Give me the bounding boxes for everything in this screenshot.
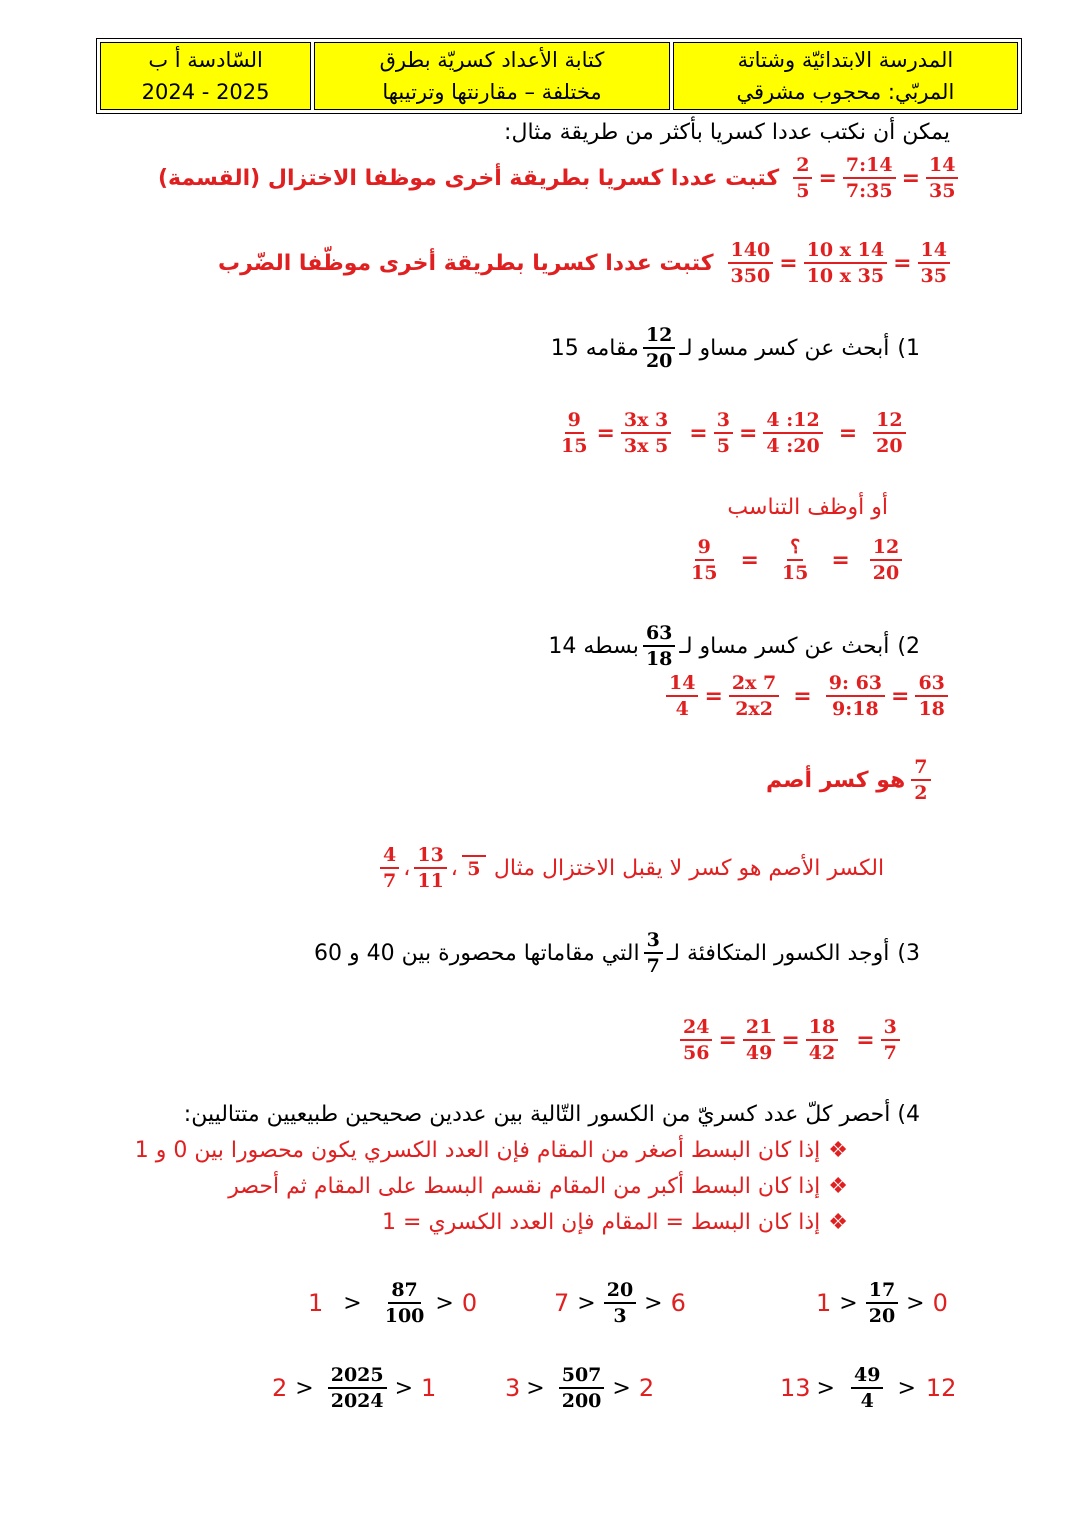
equals-sign: = <box>779 250 798 276</box>
lower-bound: 2 <box>638 1374 655 1402</box>
q1-alt-answer <box>688 532 902 588</box>
equals-sign: = <box>704 683 723 709</box>
question-text: أبحث عن كسر مساو لـ <box>679 633 890 659</box>
question4 <box>184 1102 920 1127</box>
diamond-bullet-icon: ❖ <box>828 1138 848 1163</box>
fraction: $\frac{2x 7}{2x2}$ <box>729 671 779 721</box>
question-text: بسطه 14 <box>548 633 639 659</box>
equals-sign: = <box>718 1027 737 1053</box>
fraction: $\frac{3}{7}$ <box>881 1015 900 1065</box>
question-text: مقامه 15 <box>550 335 639 361</box>
greater-than-sign: > <box>577 1290 596 1316</box>
greater-than-sign: > <box>526 1375 545 1401</box>
lower-bound: 6 <box>670 1289 686 1317</box>
question-number: 1) <box>897 335 920 361</box>
teacher-name: المربّي: محجوب مشرقي <box>736 80 955 104</box>
bound-expression <box>308 1275 477 1331</box>
fraction: $\frac{؟}{15}$ <box>781 536 809 584</box>
fraction: 5 <box>462 855 486 881</box>
upper-bound: 1 <box>816 1289 832 1317</box>
fraction: $\frac{140}{350}$ <box>728 238 774 288</box>
equals-sign: = <box>893 250 912 276</box>
upper-bound: 1 <box>308 1289 324 1317</box>
diamond-bullet-icon: ❖ <box>828 1174 848 1199</box>
q1-alt-title: أو أوظف التناسب <box>727 495 888 520</box>
greater-than-sign: > <box>435 1290 454 1316</box>
fraction: $\frac{10 x 14}{10 x 35}$ <box>804 238 887 288</box>
equals-sign: = <box>901 165 920 191</box>
example2-row <box>218 235 950 291</box>
upper-bound: 3 <box>505 1374 521 1402</box>
fraction: $\frac{21}{49}$ <box>743 1015 775 1065</box>
example1-row <box>158 150 958 206</box>
diamond-bullet-icon: ❖ <box>828 1210 848 1235</box>
question-text: أحصر كلّ عدد كسريّ من الكسور التّالية بين عددين صحيحين طبيعيين متتاليين: <box>183 1102 891 1127</box>
fraction: $\frac{14}{35}$ <box>926 153 958 203</box>
upper-bound: 13 <box>780 1374 811 1402</box>
bound-expression <box>816 1275 948 1331</box>
upper-bound: 2 <box>272 1374 288 1402</box>
fraction: $\frac{17}{20}$ <box>866 1278 898 1328</box>
question-number: 2) <box>897 633 920 659</box>
header-class-cell <box>100 42 311 110</box>
school-name: المدرسة الابتدائيّة وشتاتة <box>737 48 954 72</box>
rule-item <box>382 1210 848 1235</box>
fraction: $\frac{14}{35}$ <box>918 238 950 288</box>
example2-caption: كتبت عددا كسريا بطريقة أخرى موظّفا الضّرب <box>218 250 714 276</box>
q2-definition <box>380 840 884 896</box>
header-title-cell <box>314 42 670 110</box>
fraction: $\frac{3}{5}$ <box>714 408 733 458</box>
rule-item <box>228 1174 848 1199</box>
fraction: $\frac{12}{20}$ <box>873 408 905 458</box>
equals-sign: = <box>793 683 812 709</box>
equals-sign: = <box>781 1027 800 1053</box>
question-text: التي مقاماتها محصورة بين 40 و 60 <box>314 940 640 966</box>
fraction: $\frac{9: 63}{9:18}$ <box>826 671 885 721</box>
equals-sign: = <box>831 547 850 573</box>
fraction: $\frac{2025}{2024}$ <box>328 1363 387 1413</box>
lower-bound: 12 <box>925 1374 957 1402</box>
fraction: $\frac{49}{4}$ <box>851 1363 883 1413</box>
greater-than-sign: > <box>394 1375 414 1401</box>
q2-note <box>766 752 931 808</box>
greater-than-sign: > <box>343 1290 362 1316</box>
lower-bound: 0 <box>932 1289 948 1317</box>
bound-expression <box>505 1360 654 1416</box>
fraction: $\frac{63}{18}$ <box>643 621 675 671</box>
lesson-title-line1: كتابة الأعداد كسريّة بطرق <box>379 48 605 72</box>
greater-than-sign: > <box>295 1375 314 1401</box>
lesson-title-line2: مختلفة – مقارنتها وترتيبها <box>382 80 602 104</box>
rule-text: إذا كان البسط أصغر من المقام فإن العدد الكسري يكون محصورا بين 0 و 1 <box>134 1138 821 1163</box>
q1-answer <box>558 405 906 461</box>
rule-item <box>135 1138 848 1163</box>
bound-expression <box>780 1360 956 1416</box>
fraction: $\frac{87}{100}$ <box>384 1279 425 1327</box>
fraction: $\frac{7}{2}$ <box>911 755 930 805</box>
q2-answer <box>666 668 948 724</box>
header-table <box>96 38 1022 114</box>
q2-definition-text: الكسر الأصم هو كسر لا يقبل الاختزال مثال <box>493 855 885 881</box>
separator: ، <box>403 855 411 881</box>
equals-sign: = <box>596 420 615 446</box>
separator: ، <box>450 855 458 881</box>
q3-answer <box>680 1012 900 1068</box>
fraction: $\frac{63}{18}$ <box>915 671 947 721</box>
fraction: $\frac{14}{4}$ <box>666 671 698 721</box>
equals-sign: = <box>818 165 837 191</box>
fraction: $\frac{7:14}{7:35}$ <box>843 153 896 203</box>
fraction: $\frac{18}{42}$ <box>806 1015 838 1065</box>
greater-than-sign: > <box>897 1375 916 1401</box>
greater-than-sign: > <box>612 1375 631 1401</box>
header-school-cell <box>673 42 1018 110</box>
question-number: 4) <box>897 1102 920 1127</box>
intro-text: يمكن أن نكتب عددا كسريا بأكثر من طريقة مثال: <box>504 120 950 145</box>
greater-than-sign: > <box>816 1375 835 1401</box>
fraction: $\frac{507}{200}$ <box>559 1363 605 1413</box>
fraction: $\frac{24}{56}$ <box>680 1015 712 1065</box>
lower-bound: 0 <box>461 1289 478 1317</box>
question-number: 3) <box>897 940 920 966</box>
rule-text: إذا كان البسط أكبر من المقام نقسم البسط على المقام ثم أحصر <box>228 1174 821 1199</box>
equals-sign: = <box>838 420 858 446</box>
equals-sign: = <box>738 420 758 446</box>
fraction: $\frac{9}{15}$ <box>691 536 718 584</box>
greater-than-sign: > <box>839 1290 858 1316</box>
fraction: $\frac{2}{5}$ <box>793 153 812 203</box>
question3 <box>314 925 920 981</box>
fraction: $\frac{12}{20}$ <box>643 323 675 373</box>
fraction: $\frac{9}{15}$ <box>561 409 588 457</box>
question1 <box>551 320 920 376</box>
fraction: $\frac{4}{7}$ <box>380 843 399 893</box>
fraction: $\frac{13}{11}$ <box>414 843 446 893</box>
example1-caption: كتبت عددا كسريا بطريقة أخرى موظفا الاختزال (القسمة) <box>158 165 780 191</box>
equals-sign: = <box>856 1027 875 1053</box>
lower-bound: 1 <box>421 1374 437 1402</box>
question-text: أبحث عن كسر مساو لـ <box>679 335 890 361</box>
greater-than-sign: > <box>906 1290 925 1316</box>
bound-expression <box>554 1275 686 1331</box>
q2-note-text: هو كسر أصم <box>766 767 906 793</box>
fraction: $\frac{4 :12}{4 :20}$ <box>763 408 822 458</box>
rule-text: إذا كان البسط = المقام فإن العدد الكسري = 1 <box>382 1210 821 1235</box>
fraction: $\frac{20}{3}$ <box>604 1278 636 1328</box>
upper-bound: 7 <box>554 1289 570 1317</box>
equals-sign: = <box>891 683 910 709</box>
fraction: $\frac{3x 3}{3x 5}$ <box>621 408 671 458</box>
fraction: $\frac{3}{7}$ <box>644 928 663 978</box>
question-text: أوجد الكسور المتكافئة لـ <box>666 940 890 966</box>
equals-sign: = <box>689 420 708 446</box>
bound-expression <box>272 1360 436 1416</box>
class-label: السّادسة أ ب <box>148 48 263 72</box>
question2 <box>548 618 920 674</box>
fraction: $\frac{12}{20}$ <box>870 535 902 585</box>
greater-than-sign: > <box>644 1290 663 1316</box>
school-year: 2025 - 2024 <box>141 80 270 104</box>
equals-sign: = <box>740 547 759 573</box>
